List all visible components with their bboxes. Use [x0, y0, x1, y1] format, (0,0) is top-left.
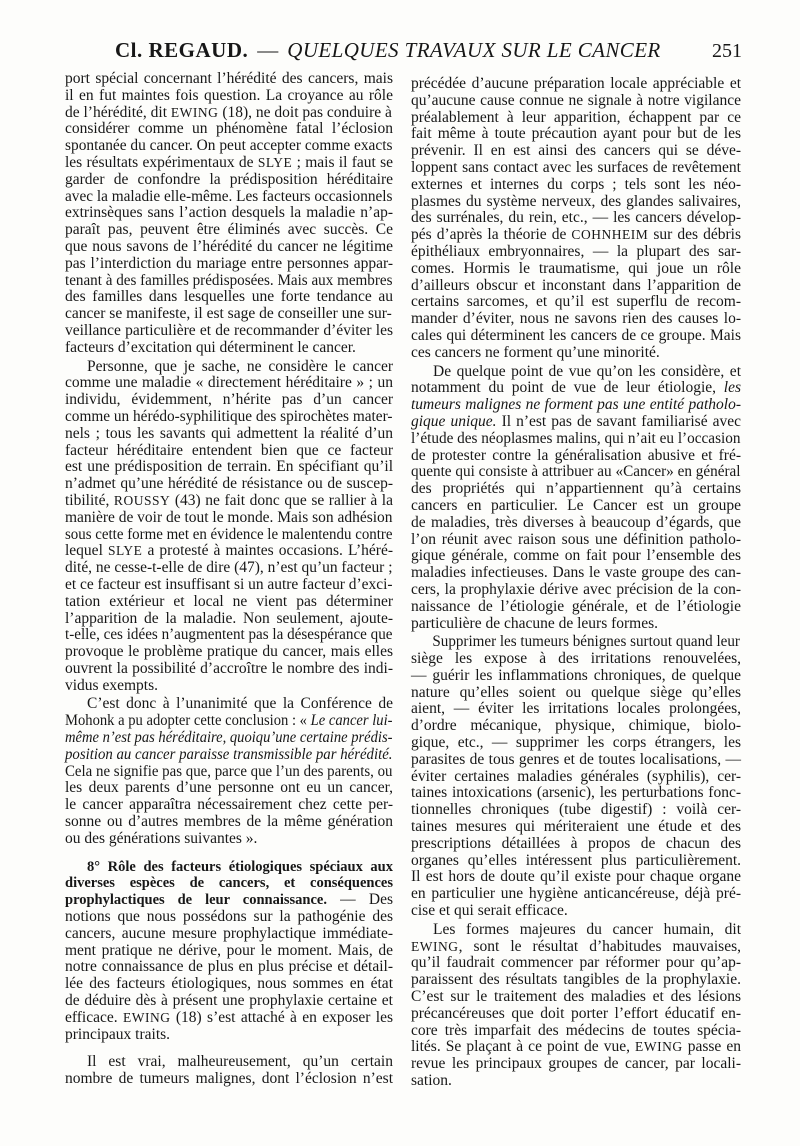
text-line: des propriétés qui n’appartiennent qu’à certains: [411, 480, 741, 498]
text-line: Personne, que je sache, ne considère le cancer: [87, 357, 393, 375]
text-line: cancers en particulier. Le Cancer est un groupe: [411, 496, 741, 514]
text-line: cise et qui serait efficace.: [411, 902, 568, 920]
text-line: préalablement à leur apparition, échappent par ce: [411, 108, 741, 126]
text-line: C’est donc à l’unanimité que la Conférence de: [87, 695, 393, 713]
text-line: spontanée du cancer. On peut accepter comme exacts: [65, 137, 393, 155]
text-line: des surrénales, du rein, etc., — les cancers dévelop-: [411, 209, 741, 227]
text-line: extrinsèques sans l’action desquels la maladie n’ap-: [65, 204, 393, 222]
text-line: loppent sans contact avec les surfaces de revêtement: [411, 158, 741, 176]
text-run: tibilité,: [65, 491, 114, 509]
text-line: gique générale, comme on fait pour l’ensemble des: [411, 547, 741, 565]
text-line: particulière de chacune de leurs formes.: [411, 614, 659, 632]
text-line: l’on réunit avec raison sous une définition patholo-: [411, 530, 741, 548]
text-line: comme un hérédo-syphilitique des spirochètes mater-: [65, 407, 393, 425]
text-line: qu’aucune cause connue ne signale à notre vigilance: [411, 91, 741, 109]
bold-heading-text: prophylactiques de leur connaissance.: [65, 892, 327, 909]
text-line: ment pratique ne dérive, pour le moment. Mais, de: [65, 941, 393, 959]
text-line: garder de confondre la prédisposition héréditaire: [65, 170, 393, 188]
text-line: tionnelles chroniques (tube digestif) : voilà cer-: [411, 801, 741, 819]
text-line: ces cancers ne forment qu’une minorité.: [411, 343, 660, 361]
text-line: individu, évidemment, n’hérite pas d’un cancer: [65, 391, 393, 409]
text-line: [411, 1039, 741, 1056]
text-line: mander d’éviter, nous ne savons rien des causes lo-: [411, 310, 741, 328]
page-number: 251: [712, 40, 742, 62]
text-run: sur des débris: [648, 226, 741, 244]
text-line: paraissent des résultats tangibles de la prophylaxie.: [411, 971, 741, 989]
italic-text-run: même n’est pas héréditaire, quoiqu’une certaine prédis-: [65, 729, 393, 747]
text-line: cancers, aucune mesure prophylactique immédiate-: [65, 924, 393, 942]
text-line: quente qui consiste à attribuer au «Cancer» en général: [411, 463, 741, 481]
paragraph: [65, 696, 393, 847]
text-line: — guérir les inflammations chroniques, de quelque: [411, 666, 741, 684]
paragraph: [65, 71, 393, 357]
cited-author-name: ROUSSY: [113, 492, 171, 508]
text-line: fait même à toute précaution ayant pour but de les: [411, 125, 741, 143]
text-line: les deux parents d’une personne ont eu un cancer,: [65, 779, 393, 797]
text-line: [65, 859, 393, 876]
text-line: [65, 543, 393, 560]
text-line: comes. Hormis le traumatisme, qui joue un rôle: [411, 259, 741, 277]
paragraph: [65, 359, 393, 695]
text-line: nels ; tous les savants qui admettent la réalité d’un: [65, 424, 393, 442]
text-run: notamment du point de vue de leur étiologie,: [411, 379, 724, 397]
text-run: Mohonk a pu adopter cette conclusion : «: [65, 712, 311, 730]
text-line: C’est sur le traitement des maladies et des lésions: [411, 988, 741, 1006]
text-line: [411, 939, 741, 956]
text-line: revue les principaux groupes de cancer, par locali-: [411, 1055, 741, 1073]
text-line: des familles dans lesquelles une forte tendance au: [65, 288, 393, 306]
cited-author-name: EWING: [411, 938, 459, 954]
cited-author-name: COHNHEIM: [571, 227, 649, 243]
text-line: aient, — éviter les irritations locales prolongées,: [411, 700, 741, 718]
text-line: plasmes du système nerveux, des glandes salivaires,: [411, 192, 741, 210]
text-line: [65, 712, 393, 730]
header-dash: —: [257, 38, 279, 62]
text-line: d’ordre mécanique, physique, chimique, biolo-: [411, 717, 741, 735]
text-line: comme une maladie « directement héréditaire » ; un: [65, 374, 393, 392]
text-line: tenant à des familles prédisposées. Mais aux membres: [65, 271, 393, 289]
text-line: [411, 227, 741, 244]
text-line: certains sarcomes, et qu’il est superflu de recom-: [411, 293, 741, 311]
text-line: Supprimer les tumeurs bénignes surtout quand leur: [432, 633, 740, 651]
text-run: , sont le résultat d’habitudes mauvaises,: [458, 937, 741, 955]
text-line: [65, 745, 393, 764]
text-line: dité, ne cesse-t-elle de dire (47), n’est qu’un facteur ;: [65, 559, 393, 577]
cited-author-name: EWING: [122, 1009, 171, 1025]
text-run: — Des: [326, 891, 393, 909]
text-line: prévenir. Il en est ainsi des cancers qui se déve-: [411, 142, 741, 160]
text-run: Il n’est pas de savant familiarisé avec: [496, 412, 741, 430]
text-line: t-elle, ces idées n’augmentent pas la désespérance que: [65, 626, 393, 644]
text-line: [65, 105, 393, 122]
text-line: considérer comme un phénomène fatal l’éclosion: [65, 120, 393, 138]
text-line: Il est vrai, malheureusement, qu’un certain: [87, 1053, 393, 1071]
cited-author-name: SLYE: [107, 543, 143, 559]
text-line: nature qu’elles soient ou quelque siège qu’elles: [411, 683, 741, 701]
text-line: notre connaissance de plus en plus précise et détail-: [65, 958, 393, 976]
text-line: taines mesures qui mériteraient une étude et des: [411, 818, 741, 836]
text-line: sonne ou d’autres membres de la même génération: [65, 813, 393, 831]
paragraph: [411, 76, 741, 362]
text-line: vidus exempts.: [65, 676, 158, 694]
text-run: de l’hérédité, dit: [65, 103, 171, 121]
text-line: cancer se manifeste, il est sage de conseiller une sur-: [65, 305, 392, 323]
text-line: ouvrent la possibilité d’accroître le nombre des indi-: [65, 659, 393, 677]
text-line: tation extérieur et local ne vient pas déterminer: [65, 592, 393, 610]
text-line: [65, 875, 393, 892]
cited-author-name: EWING: [170, 104, 219, 120]
text-line: et ce facteur est insuffisant si un autre facteur d’exci-: [65, 575, 393, 593]
italic-text-run: tumeurs malignes ne forment pas une entité patholo-: [411, 396, 741, 414]
text-line: l’apparition de la maladie. Non seulement, ajoute-: [65, 609, 393, 627]
text-line: de déduire dès à présent une prophylaxie certaine et: [65, 992, 393, 1010]
text-line: [65, 892, 393, 909]
text-line: sation.: [411, 1072, 452, 1090]
bold-heading-text: 8° Rôle des facteurs étiologiques spéciaux aux: [87, 858, 393, 875]
text-line: cers, la prophylaxie dérive avec précision de la con-: [411, 580, 741, 598]
text-run: (18), ne doit pas conduire à: [218, 103, 392, 121]
header-author: Cl. REGAUD.: [115, 38, 249, 62]
text-line: Les formes majeures du cancer humain, dit: [433, 920, 741, 938]
italic-text-run: gique unique.: [411, 412, 497, 430]
text-line: pas l’interdiction du mariage entre personnes appar-: [65, 254, 393, 272]
text-line: précédée d’aucune préparation locale appréciable et: [411, 75, 741, 92]
text-line: qu’il faudrait commencer par réformer pour qu’ap-: [411, 954, 741, 972]
text-line: nombre de tumeurs malignes, dont l’éclosion n’est: [65, 1070, 393, 1088]
text-line: externes et internes du corps ; tels sont les néo-: [411, 175, 741, 193]
paragraph: [411, 634, 741, 920]
text-run: pés d’après la théorie de: [411, 226, 572, 244]
text-line: cales qui déterminent les cancers de ce groupe. Mais: [411, 326, 741, 344]
text-line: principaux traits.: [65, 1025, 171, 1043]
text-line: [65, 1010, 393, 1027]
text-line: core très imparfait des médecins de toutes spécia-: [411, 1021, 741, 1039]
text-line: [411, 414, 741, 431]
header-title: QUELQUES TRAVAUX SUR LE CANCER: [287, 38, 661, 62]
text-line: [411, 397, 741, 414]
text-line: veillance particulière et de recommander d’éviter les: [65, 321, 393, 339]
section-heading-paragraph: [65, 859, 393, 1044]
text-run: lequel: [65, 542, 108, 560]
text-line: Il est hors de doute qu’il existe pour chaque organe: [411, 868, 741, 886]
paragraph: [411, 922, 741, 1090]
italic-text-run: Le cancer lui-: [310, 712, 393, 730]
text-line: naissance de l’étiologie générale, et de l’étiologie: [411, 597, 741, 615]
text-line: ou des générations suivantes ».: [65, 829, 258, 847]
text-line: de protester contre la généralisation abusive et fré-: [411, 446, 741, 464]
text-line: Cela ne signifie pas que, parce que l’un des parents, ou: [65, 762, 393, 780]
italic-text-run: position au cancer paraisse transmissible par hérédité.: [65, 745, 393, 763]
text-line: taines intoxications (arsenic), les perturbations fonc-: [411, 784, 741, 802]
text-line: de maladies, très diverses à beaucoup d’égards, que: [411, 513, 741, 531]
text-line: maladies infectieuses. Dans le vaste groupe des can-: [411, 564, 741, 582]
text-line: le cancer apparaîtra nécessairement chez cette per-: [65, 796, 393, 814]
text-line: est une prédisposition de terrain. En spécifiant qu’il: [65, 458, 393, 476]
text-line: que nous savons de l’hérédité du cancer ne légitime: [65, 237, 393, 255]
text-line: d’ailleurs obscur et inconstant dans l’apparition de: [411, 276, 741, 294]
right-column: [411, 76, 741, 1090]
text-line: gique, etc., — supprimer les corps étrangers, les: [411, 734, 741, 752]
text-line: il en fut maintes fois question. La croyance au rôle: [65, 86, 393, 104]
text-line: avec la maladie elle-même. Les facteurs occasionnels: [65, 187, 393, 205]
left-column: [65, 71, 393, 1088]
text-line: n’admet qu’une hérédité de résistance ou de suscep-: [65, 475, 393, 493]
text-line: facteur héréditaire entendent bien que ce facteur: [65, 441, 393, 459]
text-line: l’étude des néoplasmes malins, qui n’ait eu l’occasion: [411, 429, 741, 447]
text-run: passe en: [682, 1038, 742, 1056]
text-line: organes qu’elles intéressent plus particulièrement.: [411, 851, 741, 869]
text-run: les résultats expérimentaux de: [65, 153, 258, 171]
text-line: [411, 380, 741, 397]
italic-text-run: les: [723, 379, 741, 397]
text-line: facteurs d’excitation qui déterminent le cancer.: [65, 338, 356, 356]
text-line: provoque le problème pratique du cancer, mais elles: [65, 643, 393, 661]
text-line: notions que nous possédons sur la pathogénie des: [65, 908, 393, 926]
text-line: précancéreuses que doit porter l’effort éducatif en-: [411, 1004, 741, 1022]
text-line: éviter certaines maladies générales (syphilis), cer-: [411, 767, 741, 785]
text-line: épithéliaux embryonnaires, — la plupart des sar-: [411, 242, 741, 260]
text-line: De quelque point de vue qu’on les considère, et: [433, 362, 741, 380]
paragraph: [65, 1054, 393, 1088]
text-line: siège les expose à des irritations renouvelées,: [411, 650, 741, 668]
text-line: sous cette forme met en évidence le malentendu contre: [65, 525, 393, 543]
bold-heading-text: diverses espèces de cancers, et conséquences: [65, 875, 393, 892]
text-line: manière de voir de tout le monde. Mais son adhésion: [65, 508, 393, 526]
text-line: [65, 155, 393, 172]
text-line: lée des facteurs étiologiques, nous sommes en état: [65, 975, 393, 993]
text-line: parasites de tous genres et de toutes localisations, —: [411, 750, 741, 768]
text-run: (18) s’est attaché à en exposer les: [170, 1008, 393, 1026]
cited-author-name: EWING: [635, 1039, 683, 1055]
text-line: prescriptions détaillées à propos de chacun des: [411, 834, 741, 852]
text-run: lités. Se plaçant à ce point de vue,: [411, 1038, 636, 1056]
running-header: [115, 38, 661, 62]
text-line: en particulier une hygiène anticancéreuse, déjà pré-: [411, 885, 741, 903]
text-line: [65, 493, 393, 510]
text-run: a protesté à maintes occasions. L’héré-: [142, 542, 393, 560]
text-run: efficace.: [65, 1008, 123, 1026]
paragraph: [411, 364, 741, 633]
text-line: [65, 729, 393, 747]
text-run: ; mais il faut se: [292, 153, 394, 171]
text-line: paraît pas, peuvent être éliminés avec succès. Ce: [65, 221, 393, 239]
text-line: port spécial concernant l’hérédité des cancers, mais: [65, 70, 393, 87]
cited-author-name: SLYE: [257, 154, 293, 170]
text-run: (43) ne fait donc que se rallier à la: [170, 491, 393, 509]
